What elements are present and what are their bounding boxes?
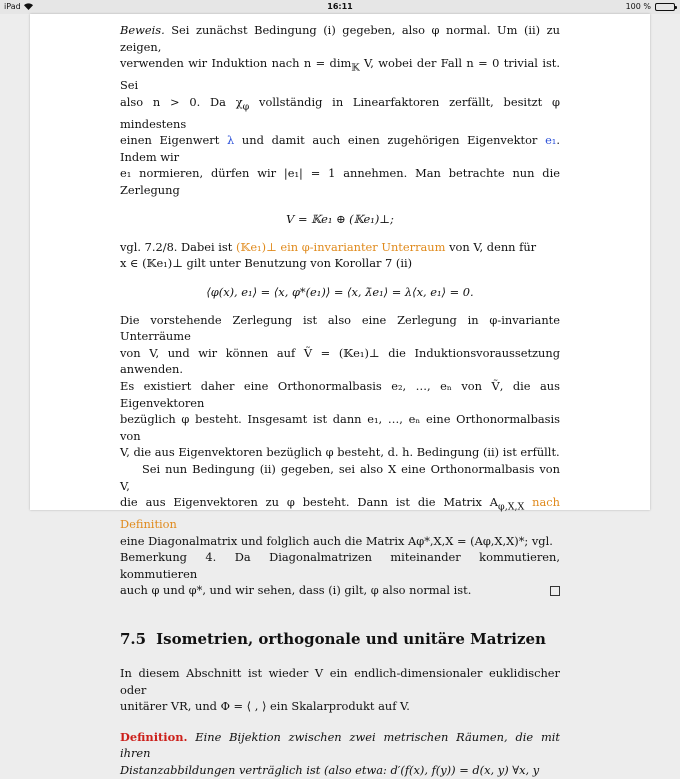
battery-percent: 100 %	[625, 2, 651, 11]
section-number: 7.5	[120, 630, 147, 649]
definition-paragraph: Definition. Eine Bijektion zwischen zwei metrischen Räumen, die mit ihren Distanzabbildungen verträglich ist (also etwa: d′(f(x), f(y)) = d(x, y) ∀x, y	[120, 729, 560, 778]
section-title: Isometrien, orthogonale und unitäre Matrizen	[156, 630, 546, 649]
document-content	[120, 22, 560, 779]
section-heading	[120, 629, 560, 649]
definition-label: Definition.	[120, 729, 188, 744]
eigenvector-link[interactable]: e₁	[545, 133, 557, 148]
paragraph-intro: In diesem Abschnitt ist wieder V ein endlich-dimensionaler euklidischer oder unitärer VR, und Φ = ⟨ , ⟩ ein Skalarprodukt auf V.	[120, 666, 560, 714]
formula-inner-product: ⟨φ(x), e₁⟩ = ⟨x, φ*(e₁)⟩ = ⟨x, λ̄e₁⟩ = λ⟨x, e₁⟩ = 0.	[206, 284, 474, 299]
paragraph-induction: Die vorstehende Zerlegung ist also eine Zerlegung in φ-invariante Unterräume von V, und wir können auf Ṽ = (𝕂e₁)⊥ die Induktionsvoraussetzung anwenden. Es existiert daher eine Orthonormalbasis e₂, …, eₙ von Ṽ, die aus Eigenvektoren bezüglich φ besteht. Insgesamt ist dann e₁, …, eₙ eine Orthonormalbasis von V, die aus Eigenvektoren bezüglich φ besteht, d. h. Bedingung (ii) ist erfüllt.	[120, 312, 560, 460]
invariant-subspace-link[interactable]: (𝕂e₁)⊥ ein φ-invarianter Unterraum	[235, 239, 446, 254]
eigenvalue-link[interactable]: λ	[227, 133, 235, 148]
definition-link[interactable]: nach Definition	[120, 495, 560, 532]
proof-label: Beweis.	[120, 23, 165, 37]
formula-decomposition: V = 𝕂e₁ ⊕ (𝕂e₁)⊥;	[286, 211, 394, 226]
qed-box	[550, 586, 560, 596]
paragraph-converse: Sei nun Bedingung (ii) gegeben, sei also X eine Orthonormalbasis von V, die aus Eigenvektoren zu φ besteht. Dann ist die Matrix $A_{\varphi,X,X}$ nach Definition eine Diagonalmatrix und folglich auch die Matrix Aφ*,X,X = (Aφ,X,X)*; vgl. Bemerkung 4. Da Diagonalmatrizen miteinander kommutieren, kommutieren auch φ und φ*, und wir sehen, dass (i) gilt, φ also normal ist.	[120, 462, 560, 598]
document-page[interactable]	[30, 14, 650, 778]
battery-icon	[655, 3, 675, 11]
paragraph-invariant: vgl. 7.2/8. Dabei ist (𝕂e₁)⊥ ein φ-invarianter Unterraum von V, denn für x ∈ (𝕂e₁)⊥ gilt unter Benutzung von Korollar 7 (ii)	[120, 239, 537, 271]
device-name: iPad	[4, 2, 21, 11]
status-time: 16:11	[327, 2, 353, 11]
status-bar	[0, 0, 680, 14]
status-right	[626, 2, 675, 11]
proof-paragraph: Beweis. Sei zunächst Bedingung (i) gegeben, also φ normal. Um (ii) zu zeigen, verwenden wir Induktion nach n = dim$_𝕂$ V, wobei der Fall n = 0 trivial ist. Sei also n > 0. Da $\chi_\varphi$ vollständig in Linearfaktoren zerfällt, besitzt φ mindestens einen Eigenwert λ und damit auch einen zugehörigen Eigenvektor e₁. Indem wir e₁ normieren, dürfen wir |e₁| = 1 annehmen. Man betrachte nun die Zerlegung	[120, 23, 560, 197]
